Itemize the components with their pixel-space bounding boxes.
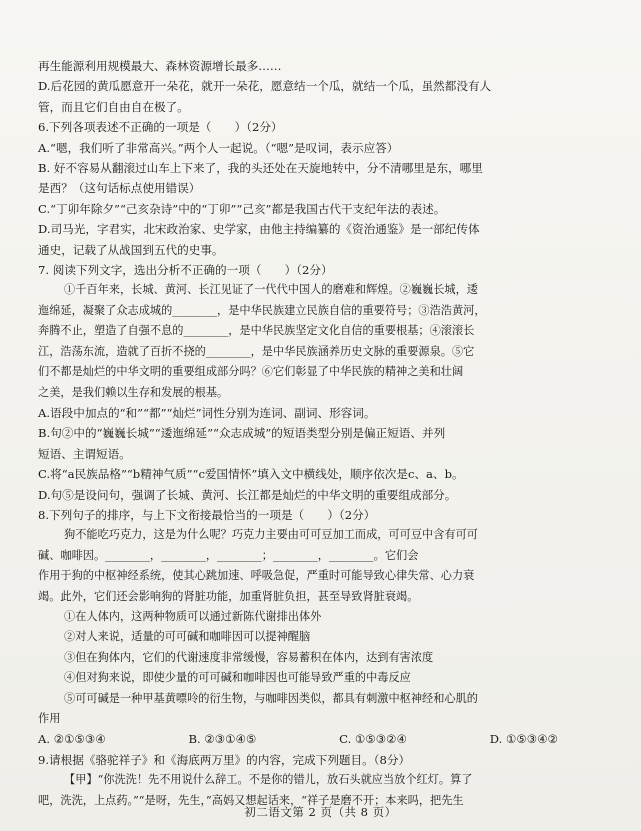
q6-option-b-cont: 是西？（这句话标点使用错误）	[38, 181, 201, 196]
q7-passage-line: 们不都是灿烂的中华文明的重要组成部分吗？⑥它们彰显了中华民族的精神之美和壮阔	[38, 365, 464, 379]
text-line: 再生能源利用规模最大、森林资源增长最多……	[38, 59, 282, 73]
page-footer: 初二语文第 2 页（共 8 页）	[244, 805, 397, 819]
q8-passage-line: 狗不能吃巧克力，这是为什么呢？巧克力主要由可可豆加工而成，可可豆中含有可可	[64, 528, 478, 542]
q8-choice-c: C. ①⑤③②④	[339, 732, 407, 747]
q7-option-d: D.句⑤是设问句，强调了长城、黄河、长江都是灿烂的中华文明的重要组成部分。	[38, 487, 457, 502]
q7-option-a: A.语段中加点的“和”“都”“灿烂”词性分别为连词、副词、形容词。	[38, 405, 376, 420]
q8-sentence-5: ⑤可可碱是一种甲基黄嘌呤的衍生物，与咖啡因类似，都具有刺激中枢神经和心肌的	[64, 691, 478, 705]
q8-passage-line: 作用于狗的中枢神经系统，使其心跳加速、呼吸急促，严重时可能导致心律失常、心力衰	[38, 569, 475, 583]
q7-passage-line: 之美，是我们赖以生存和发展的根基。	[38, 385, 229, 399]
q9-passage-line: 吧，洗洗，上点药。”“是呀，先生，”高妈又想起话来，“祥子是磨不开；本来吗，把先生	[38, 793, 464, 807]
page-content	[38, 56, 590, 811]
q8-sentence-1: ①在人体内，这两种物质可以通过新陈代谢排出体外	[64, 609, 322, 623]
q6-option-d-cont: 通史，记载了从战国到五代的史事。	[38, 242, 224, 257]
q7-option-b-cont: 短语、主谓短语。	[38, 446, 131, 461]
q8-choice-a: A. ②①⑤③④	[38, 732, 106, 747]
q8-choice-b: B. ②③①④⑤	[188, 732, 257, 747]
question-7-stem: 7. 阅读下列文字，选出分析不正确的一项（ ）（2分）	[38, 263, 333, 278]
question-9-stem: 9.请根据《骆驼祥子》和《海底两万里》的内容，完成下列题目。（8分）	[38, 752, 411, 767]
q8-passage-line: 竭。此外，它们还会影响狗的肾脏功能，加重肾脏负担，甚至导致肾脏衰竭。	[38, 589, 419, 603]
q7-passage-line: 奔腾不止，塑造了自强不息的________，是中华民族坚定文化自信的重要根基；④滚滚长	[38, 324, 475, 338]
q8-choice-d: D. ①⑤③④②	[489, 732, 558, 747]
q9-passage-line: 【甲】“你洗洗！先不用说什么辞工。不是你的错儿，放石头就应当放个红灯。算了	[64, 773, 473, 787]
question-8-stem: 8.下列句子的排序，与上下文衔接最恰当的一项是（ ）（2分）	[38, 507, 376, 522]
q7-passage-line: ①千百年来，长城、黄河、长江见证了一代代中国人的磨难和辉煌。②巍巍长城，逶	[64, 283, 478, 297]
q7-option-c: C.将“a民族品格”“b精神气质”“c爱国情怀”填入文中横线处，顺序依次是c、a、b。	[38, 467, 464, 482]
q8-choices	[38, 729, 558, 749]
q6-option-a: A.“嗯，我们听了非常高兴。”两个人一起说。（“嗯”是叹词，表示应答）	[38, 140, 399, 155]
q7-passage-line: 江，浩荡东流，造就了百折不挠的________，是中华民族涵养历史文脉的重要源泉。⑤它	[38, 344, 475, 358]
q8-sentence-2: ②对人来说，适量的可可碱和咖啡因可以提神醒脑	[64, 630, 311, 644]
q8-sentence-3: ③但在狗体内，它们的代谢速度非常缓慢，容易蓄积在体内，达到有害浓度	[64, 650, 434, 664]
q8-sentence-5-cont: 作用	[38, 712, 61, 725]
q6-option-c: C.“丁卯年除夕”“己亥杂诗”中的“丁卯”“己亥”都是我国古代干支纪年法的表述。	[38, 201, 446, 216]
q7-passage-line: 迤绵延，凝聚了众志成城的________，是中华民族建立民族自信的重要符号；③浩浩黄河，	[38, 303, 486, 317]
text-line: 管，而且它们自由自在极了。	[38, 99, 189, 114]
text-line: D.后花园的黄瓜愿意开一朵花，就开一朵花，愿意结一个瓜，就结一个瓜，虽然都没有人	[38, 79, 492, 94]
q7-option-b: B.句②中的“巍巍长城”“逶迤绵延”“众志成城”的短语类型分别是偏正短语、并列	[38, 426, 446, 441]
question-6-stem: 6.下列各项表述不正确的一项是（ ）（2分）	[38, 120, 283, 135]
q8-passage-line: 碱、咖啡因。________，________，________；________，________。它们会	[38, 548, 419, 562]
q8-sentence-4: ④但对狗来说，即使少量的可可碱和咖啡因也可能导致严重的中毒反应	[64, 671, 411, 685]
q6-option-d: D.司马光，字君实，北宋政治家、史学家，由他主持编纂的《资治通鉴》是一部纪传体	[38, 222, 480, 237]
q6-option-b: B. 好不容易从翻滚过山车上下来了，我的头还处在天旋地转中，分不清哪里是东，哪里	[38, 161, 483, 176]
